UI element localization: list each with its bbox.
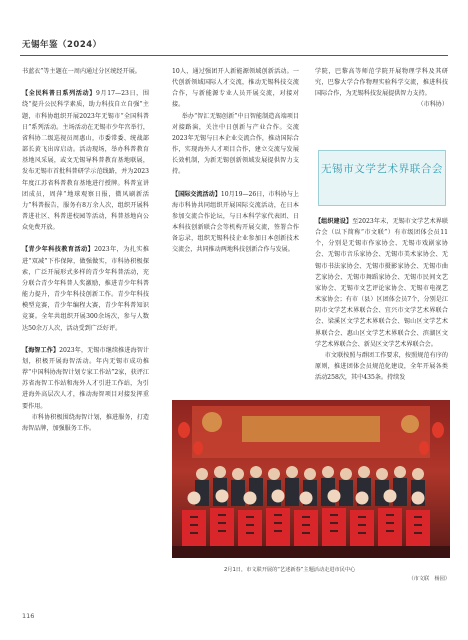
column-1 (22, 66, 149, 434)
header-rule (20, 55, 448, 56)
section-international-exchange (172, 189, 299, 256)
section-body: 至2023年末，无锡市文学艺术界联合会（以下简称“市文联”）有市级团体会员11个，分别是无锡市作家协会、无锡市戏剧家协会、无锡市音乐家协会、无锡市美术家协会、无锡市书法家协会、无锡市摄影家协会、无锡市曲艺家协会、无锡市舞蹈家协会、无锡市民间文艺家协会、无锡市文艺评论家协会、无锡市电视艺术家协会；有市（县）区团体会员7个，分别是江阴市文学艺术界联合会、宜兴市文学艺术界联合会、梁溪区文学艺术界联合会、锡山区文学艺术界联合会、惠山区文学艺术界联合会、滨湖区文学艺术界联合会、新吴区文学艺术界联合会。 (315, 218, 449, 348)
section-title-box: 无锡市文学艺术界联合会 (318, 150, 446, 206)
signature: （市科协） (417, 101, 448, 109)
caption-text: 2月1日，市文联开展的“艺述新春”主题活动走进市民中心 (224, 567, 356, 573)
paragraph: 市科协积极围绕海智计划，推进服务，打造海智品牌，加强服务工作。 (22, 413, 149, 432)
section-haizhi-work (22, 345, 149, 412)
caption-credit: （市文联 杨园） (408, 576, 450, 582)
section-body: 10月19—26日，市科协与上海市科协共同组织开展国际交流活动，在日本参加交流合作论坛，与日本科学家代表团、日本科技创新联合会等机构开展交流，签署合作备忘录，组织无锡科技企业参加日本创新技术交流会，共同推动两地科技创新合作与发展。 (172, 190, 300, 254)
section-organization (315, 216, 448, 350)
paragraph: 书蓝衣”等主题在一周内通过分区统经开展。 (22, 68, 141, 75)
photo-illustration (172, 400, 450, 558)
section-body: 2023年，无锡市继续推进海智计划，积极开展海智活动。年内无锡市成功推荐“中国科协海智计划专家工作站”2家，获评江苏省海智工作站和海外人才引进工作站，为引进海外高层次人才，推动海智项目对接发挥重要作用。 (22, 346, 150, 410)
running-header: 无锡年鉴（2024） (22, 40, 102, 50)
paragraph: 学院，巴黎高等师范学院开展物理学科及其研究，巴黎大学合作物理实验科学交流，推进科技国际合作，为无锡科技发展提供智力支持。 (315, 68, 448, 98)
section-national-science-day (22, 88, 149, 233)
section-heading: 【青少年科技教育活动】 (22, 246, 95, 254)
paragraph: 举办“智汇无锡创新”中日智能制造高端项目对接路演，关注中日创新与产业合作。交流2023年无锡与日本企业交流合作，推动国际合作，实现海外人才项目合作，建立交流与发展长效机制，为新无锡创新领域发展提供智力支持。 (172, 112, 299, 176)
column-3 (315, 66, 448, 111)
column-2 (172, 66, 299, 256)
section-heading: 【全民科普日系列活动】 (22, 90, 96, 98)
section-heading: 【海智工作】 (22, 346, 60, 354)
page-number: 116 (22, 612, 35, 620)
event-photo (172, 400, 450, 558)
section-youth-science-education (22, 244, 149, 333)
section-heading: 【组织建设】 (315, 218, 353, 225)
paragraph: 市文联按照与群团工作要求，按照规范有序的原则，推进团体会员规范化建设，全年开展各类活动258次，其中435条。持续发 (315, 351, 448, 382)
section-body: 9月17—23日，围绕“提升公民科学素质，助力科技自立自强”主题，市科协组织开展2023年无锡市“全国科普日”系列活动。主场活动在无锡市少年宫举行，省科协二级巡视员周惠山，市委常委、统战部部长黄飞出席启动。活动现场，举办科普教育基地风采展，或文无锡导科普教育基地联展，发布无锡市首批科普研学示范线路，并为2023年度江苏省科普教育基地进行授牌。科普宣讲团成员，周萍“地球观察日报，微风刷新活力”科普报告，服务有8万余人次，组织开展科普进社区、科普进校园等活动，科普基地向公众免费开放。 (22, 90, 149, 232)
photo-caption (172, 566, 450, 584)
paragraph: 10人，通过强团开人新能源领域创新活动。一代创新领域国际人才交流，推动无锡科技交流合作，与新能源专业人员开展交流，对接对接。 (172, 68, 299, 109)
section-body: 2023年，为扎实推进“双减”下作保障，做强做实，市科协积极探索，广泛开展形式多样的青少年科普活动，充分联合青少年科普人奖激励，推进青少年科普能力提升，青少年科技创新工作。青少年科技模型竞赛，青少年编程大赛，青少年科普知识竞赛。全年共组织开展300余场次，参与人数达50余万人次，活动受到广泛好评。 (22, 246, 149, 332)
section-heading: 【国际交流活动】 (172, 190, 221, 198)
column-3-lower (315, 216, 448, 383)
